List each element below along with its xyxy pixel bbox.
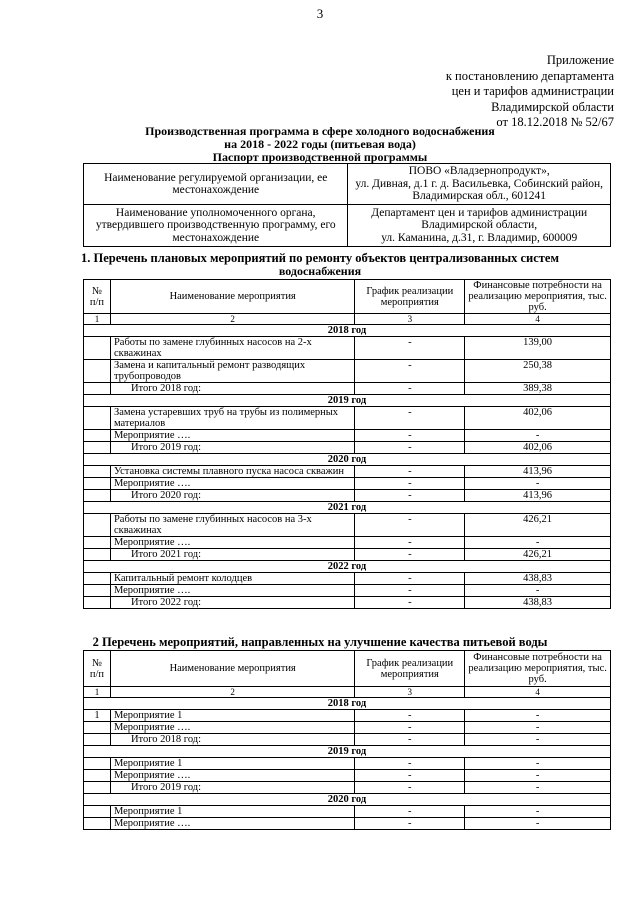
row-num	[84, 770, 111, 782]
row-name: Работы по замене глубинных насосов на 3-х скважинах	[110, 514, 354, 537]
total-row	[84, 549, 611, 561]
row-schedule: -	[355, 806, 465, 818]
row-num	[84, 806, 111, 818]
passport-value-line: Владимирской области,	[421, 219, 538, 232]
row-finance: 413,96	[465, 466, 611, 478]
year-label: 2019 год	[84, 746, 611, 758]
row-finance: 139,00	[465, 337, 611, 360]
table-row	[84, 466, 611, 478]
column-number: 4	[465, 314, 611, 325]
row-schedule: -	[355, 442, 465, 454]
row-name: Работы по замене глубинных насосов на 2-х скважинах	[110, 337, 354, 360]
appendix-line: к постановлению департамента	[445, 68, 614, 83]
column-number: 1	[84, 314, 111, 325]
row-schedule: -	[355, 782, 465, 794]
row-finance: 250,38	[465, 360, 611, 383]
row-name: Итого 2019 год:	[110, 782, 354, 794]
row-finance: 438,83	[465, 573, 611, 585]
row-name: Мероприятие ….	[110, 430, 354, 442]
row-name: Мероприятие ….	[110, 818, 354, 830]
table-row	[84, 537, 611, 549]
row-num	[84, 818, 111, 830]
row-schedule: -	[355, 549, 465, 561]
passport-value-line: ул. Дивная, д.1 г. д. Васильевка, Собинский район,	[355, 177, 604, 190]
year-label: 2021 год	[84, 502, 611, 514]
total-row	[84, 490, 611, 502]
column-number: 4	[465, 687, 611, 698]
row-name: Мероприятие ….	[110, 722, 354, 734]
row-finance: -	[465, 818, 611, 830]
row-finance: -	[465, 430, 611, 442]
row-name: Мероприятие ….	[110, 478, 354, 490]
row-name: Мероприятие ….	[110, 537, 354, 549]
passport-table	[83, 163, 611, 247]
row-name: Мероприятие 1	[110, 710, 354, 722]
table-header-row	[84, 651, 611, 687]
header-schedule: График реализации мероприятия	[355, 651, 465, 687]
row-name: Итого 2018 год:	[110, 383, 354, 395]
header-finance: Финансовые потребности на реализацию мероприятия, тыс. руб.	[465, 280, 611, 314]
table-row	[84, 430, 611, 442]
header-num: № п/п	[84, 280, 111, 314]
passport-label: Наименование регулируемой организации, ее местонахождение	[84, 164, 348, 205]
row-finance: -	[465, 710, 611, 722]
year-row	[84, 698, 611, 710]
row-num	[84, 430, 111, 442]
column-number: 2	[110, 687, 354, 698]
row-schedule: -	[355, 514, 465, 537]
table-row	[84, 407, 611, 430]
quality-measures-table	[83, 650, 611, 830]
table-row	[84, 770, 611, 782]
row-num	[84, 537, 111, 549]
year-row	[84, 746, 611, 758]
row-num	[84, 478, 111, 490]
row-finance: 426,21	[465, 549, 611, 561]
row-num: 1	[84, 710, 111, 722]
row-schedule: -	[355, 490, 465, 502]
table-row	[84, 360, 611, 383]
column-number-row	[84, 687, 611, 698]
section2-title: 2 Перечень мероприятий, направленных на улучшение качества питьевой воды	[92, 635, 548, 649]
row-num	[84, 573, 111, 585]
appendix-block	[394, 53, 614, 131]
year-row	[84, 561, 611, 573]
row-name: Мероприятие 1	[110, 806, 354, 818]
column-number: 3	[355, 314, 465, 325]
row-finance: -	[465, 758, 611, 770]
table2-body	[84, 651, 611, 830]
column-number: 1	[84, 687, 111, 698]
row-num	[84, 758, 111, 770]
row-name: Итого 2020 год:	[110, 490, 354, 502]
year-row	[84, 325, 611, 337]
year-label: 2020 год	[84, 794, 611, 806]
row-name: Итого 2021 год:	[110, 549, 354, 561]
table-row	[84, 585, 611, 597]
row-num	[84, 407, 111, 430]
table-row	[84, 514, 611, 537]
row-schedule: -	[355, 430, 465, 442]
table-header-row	[84, 280, 611, 314]
row-finance: 413,96	[465, 490, 611, 502]
repair-measures-table	[83, 279, 611, 609]
year-label: 2018 год	[84, 698, 611, 710]
passport-value-line: ПОВО «Владзернопродукт»,	[408, 165, 550, 178]
passport-value-line: ул. Каманина, д.31, г. Владимир, 600009	[381, 231, 578, 244]
table-row	[84, 710, 611, 722]
program-title-line1: Производственная программа в сфере холодного водоснабжения	[145, 124, 495, 138]
passport-row	[84, 164, 611, 205]
row-finance: 402,06	[465, 407, 611, 430]
table-row	[84, 758, 611, 770]
row-name: Установка системы плавного пуска насоса скважин	[110, 466, 354, 478]
table-row	[84, 806, 611, 818]
section1-title-line2: водоснабжения	[278, 264, 362, 278]
year-label: 2020 год	[84, 454, 611, 466]
row-schedule: -	[355, 337, 465, 360]
table1-body	[84, 280, 611, 609]
total-row	[84, 782, 611, 794]
header-name: Наименование мероприятия	[110, 651, 354, 687]
header-name: Наименование мероприятия	[110, 280, 354, 314]
appendix-line: Приложение	[546, 53, 614, 67]
year-label: 2018 год	[84, 325, 611, 337]
table-row	[84, 722, 611, 734]
row-schedule: -	[355, 722, 465, 734]
row-name: Замена и капитальный ремонт разводящих трубопроводов	[110, 360, 354, 383]
table-row	[84, 818, 611, 830]
passport-value-line: Владимирская обл., 601241	[412, 190, 547, 203]
row-schedule: -	[355, 573, 465, 585]
row-num	[84, 734, 111, 746]
column-number: 2	[110, 314, 354, 325]
row-num	[84, 549, 111, 561]
row-schedule: -	[355, 383, 465, 395]
row-num	[84, 490, 111, 502]
row-num	[84, 466, 111, 478]
row-num	[84, 360, 111, 383]
year-label: 2022 год	[84, 561, 611, 573]
column-number-row	[84, 314, 611, 325]
row-name: Итого 2022 год:	[110, 597, 354, 609]
passport-value	[348, 164, 611, 205]
row-name: Капитальный ремонт колодцев	[110, 573, 354, 585]
row-schedule: -	[355, 360, 465, 383]
total-row	[84, 442, 611, 454]
header-finance: Финансовые потребности на реализацию мероприятия, тыс. руб.	[465, 651, 611, 687]
page-number: 3	[316, 6, 324, 21]
row-finance: 389,38	[465, 383, 611, 395]
total-row	[84, 597, 611, 609]
program-title-line2: на 2018 - 2022 годы (питьевая вода)	[224, 137, 416, 151]
appendix-line: Владимирской области	[491, 99, 614, 114]
row-schedule: -	[355, 466, 465, 478]
row-finance: -	[465, 770, 611, 782]
row-name: Итого 2018 год:	[110, 734, 354, 746]
appendix-line: цен и тарифов администрации	[451, 84, 614, 98]
row-schedule: -	[355, 407, 465, 430]
section1-title-line1: 1. Перечень плановых мероприятий по ремонту объектов централизованных систем	[81, 251, 559, 265]
row-finance: -	[465, 478, 611, 490]
year-row	[84, 794, 611, 806]
year-row	[84, 454, 611, 466]
row-schedule: -	[355, 734, 465, 746]
row-num	[84, 597, 111, 609]
total-row	[84, 734, 611, 746]
row-num	[84, 337, 111, 360]
row-finance: -	[465, 537, 611, 549]
row-schedule: -	[355, 537, 465, 549]
row-finance: 426,21	[465, 514, 611, 537]
header-schedule: График реализации мероприятия	[355, 280, 465, 314]
row-num	[84, 722, 111, 734]
row-num	[84, 514, 111, 537]
table-row	[84, 573, 611, 585]
row-finance: -	[465, 782, 611, 794]
row-finance: 438,83	[465, 597, 611, 609]
year-row	[84, 395, 611, 407]
row-num	[84, 442, 111, 454]
row-schedule: -	[355, 758, 465, 770]
row-schedule: -	[355, 585, 465, 597]
row-schedule: -	[355, 818, 465, 830]
total-row	[84, 383, 611, 395]
table-row	[84, 478, 611, 490]
row-finance: -	[465, 734, 611, 746]
passport-value	[348, 205, 611, 247]
row-name: Итого 2019 год:	[110, 442, 354, 454]
row-name: Мероприятие ….	[110, 770, 354, 782]
row-schedule: -	[355, 478, 465, 490]
row-finance: -	[465, 722, 611, 734]
year-label: 2019 год	[84, 395, 611, 407]
row-finance: 402,06	[465, 442, 611, 454]
row-name: Мероприятие 1	[110, 758, 354, 770]
column-number: 3	[355, 687, 465, 698]
row-num	[84, 782, 111, 794]
row-name: Замена устаревших труб на трубы из полимерных материалов	[110, 407, 354, 430]
table-row	[84, 337, 611, 360]
passport-row	[84, 205, 611, 247]
passport-value-line: Департамент цен и тарифов администрации	[371, 206, 588, 219]
appendix-line: от 18.12.2018 № 52/67	[496, 115, 614, 129]
row-num	[84, 383, 111, 395]
row-schedule: -	[355, 770, 465, 782]
row-finance: -	[465, 806, 611, 818]
year-row	[84, 502, 611, 514]
row-schedule: -	[355, 710, 465, 722]
row-num	[84, 585, 111, 597]
row-finance: -	[465, 585, 611, 597]
passport-title: Паспорт производственной программы	[212, 150, 428, 164]
header-num: № п/п	[84, 651, 111, 687]
row-schedule: -	[355, 597, 465, 609]
row-name: Мероприятие ….	[110, 585, 354, 597]
passport-label: Наименование уполномоченного органа, утвердившего производственную программу, его местонахождение	[84, 205, 348, 247]
